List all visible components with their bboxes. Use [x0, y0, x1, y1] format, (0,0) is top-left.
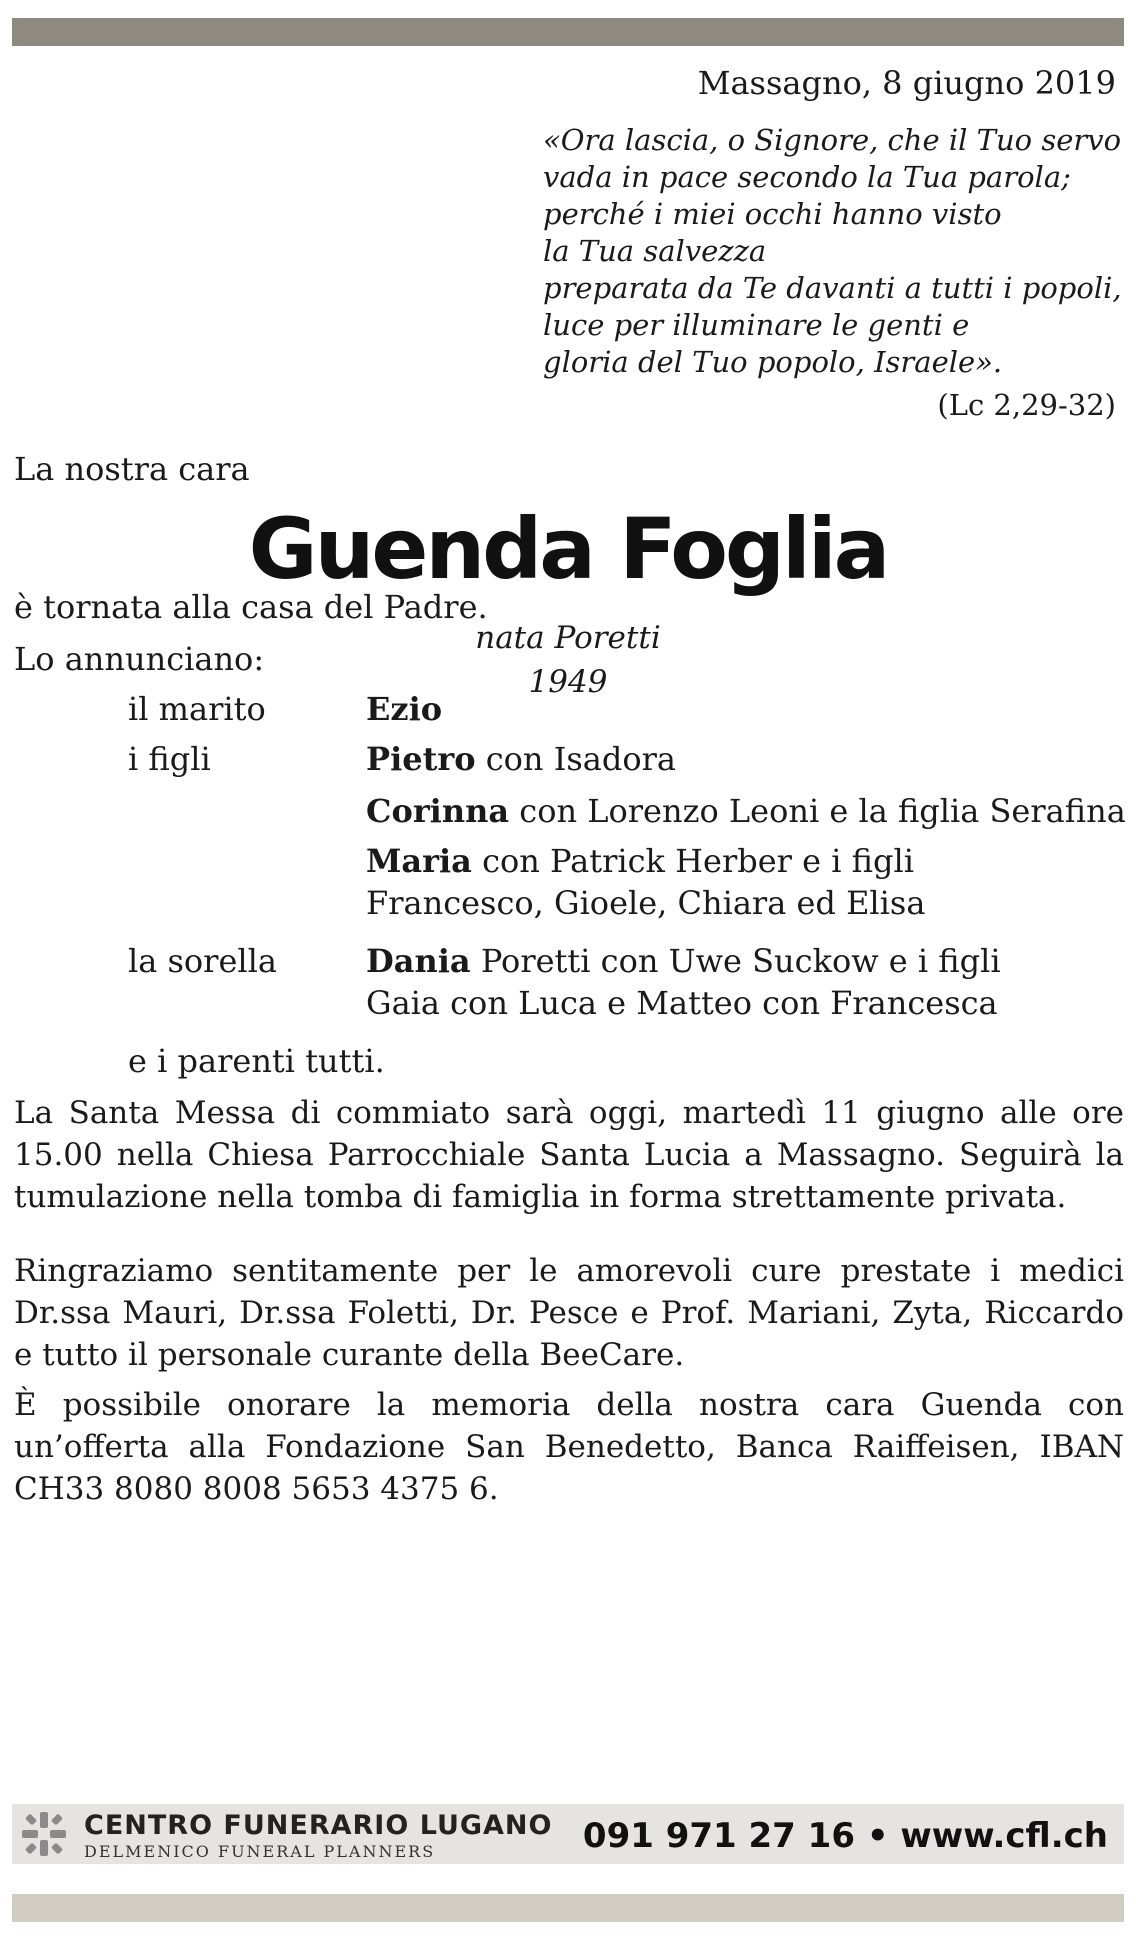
- thanks-paragraph: Ringraziamo sentitamente per le amorevoli cure prestate i medici Dr.ssa Mauri, Dr.ssa Foletti, Dr. Pesce e Prof. Mariani, Zyta, Riccardo e tutto il personale curante della BeeCare.: [14, 1253, 1124, 1373]
- birth-year: 1949: [528, 664, 608, 700]
- funeral-home-banner: [12, 1804, 1124, 1864]
- member-name: Dania: [366, 942, 471, 980]
- family-member: [366, 842, 914, 880]
- quote-line: luce per illuminare le genti e: [543, 308, 970, 342]
- member-detail: con Isadora: [475, 740, 676, 778]
- quote-line: preparata da Te davanti a tutti i popoli,: [543, 271, 1122, 305]
- member-children: Francesco, Gioele, Chiara ed Elisa: [366, 884, 926, 922]
- family-member: [366, 792, 1126, 830]
- family-member: [366, 690, 442, 728]
- mass-announcement: La Santa Messa di commiato sarà oggi, martedì 11 giugno alle ore 15.00 nella Chiesa Parrocchiale Santa Lucia a Massagno. Seguirà la tumulazione nella tomba di famiglia in forma strettamente privata.: [14, 1095, 1124, 1215]
- quote-line: la Tua salvezza: [543, 234, 767, 268]
- member-detail: con Lorenzo Leoni e la figlia Serafina: [509, 792, 1126, 830]
- member-detail: Poretti con Uwe Suckow e i figli: [470, 942, 1001, 980]
- quote-line: perché i miei occhi hanno visto: [543, 197, 1002, 231]
- family-member: [366, 740, 676, 778]
- relation-label: la sorella: [128, 942, 277, 980]
- member-name: Maria: [366, 842, 472, 880]
- quote-line: vada in pace secondo la Tua parola;: [543, 160, 1071, 194]
- top-divider-bar: [12, 18, 1124, 46]
- company-subtitle: DELMENICO FUNERAL PLANNERS: [84, 1842, 436, 1861]
- maiden-name: nata Poretti: [475, 620, 661, 656]
- contact-info: 091 971 27 16 • www.cfl.ch: [582, 1816, 1108, 1856]
- cfl-logo-icon: [20, 1810, 68, 1858]
- announced-by: Lo annunciano:: [14, 640, 265, 678]
- member-name: Pietro: [366, 740, 476, 778]
- member-children: Gaia con Luca e Matteo con Francesca: [366, 984, 998, 1022]
- quote-line: «Ora lascia, o Signore, che il Tuo servo: [543, 123, 1122, 157]
- relation-label: il marito: [128, 690, 266, 728]
- family-member: [366, 942, 1001, 980]
- donation-paragraph: È possibile onorare la memoria della nostra cara Guenda con un’offerta alla Fondazione San Benedetto, Banca Raiffeisen, IBAN CH33 8080 8008 5653 4375 6.: [14, 1387, 1124, 1507]
- member-name: Corinna: [366, 792, 510, 830]
- quote-line: gloria del Tuo popolo, Israele».: [543, 345, 1003, 379]
- place-date: Massagno, 8 giugno 2019: [697, 64, 1116, 102]
- returned-text: è tornata alla casa del Padre.: [14, 588, 488, 626]
- company-name: CENTRO FUNERARIO LUGANO: [84, 1810, 553, 1841]
- bible-quote: [543, 122, 1122, 381]
- deceased-name: Guenda Foglia: [248, 500, 888, 598]
- quote-reference: (Lc 2,29-32): [937, 388, 1116, 422]
- intro-text: La nostra cara: [14, 450, 250, 488]
- relation-label: i figli: [128, 740, 211, 778]
- member-name: Ezio: [366, 690, 443, 728]
- bottom-divider-bar: [12, 1894, 1124, 1922]
- relatives-text: e i parenti tutti.: [128, 1042, 385, 1080]
- member-detail: con Patrick Herber e i figli: [471, 842, 914, 880]
